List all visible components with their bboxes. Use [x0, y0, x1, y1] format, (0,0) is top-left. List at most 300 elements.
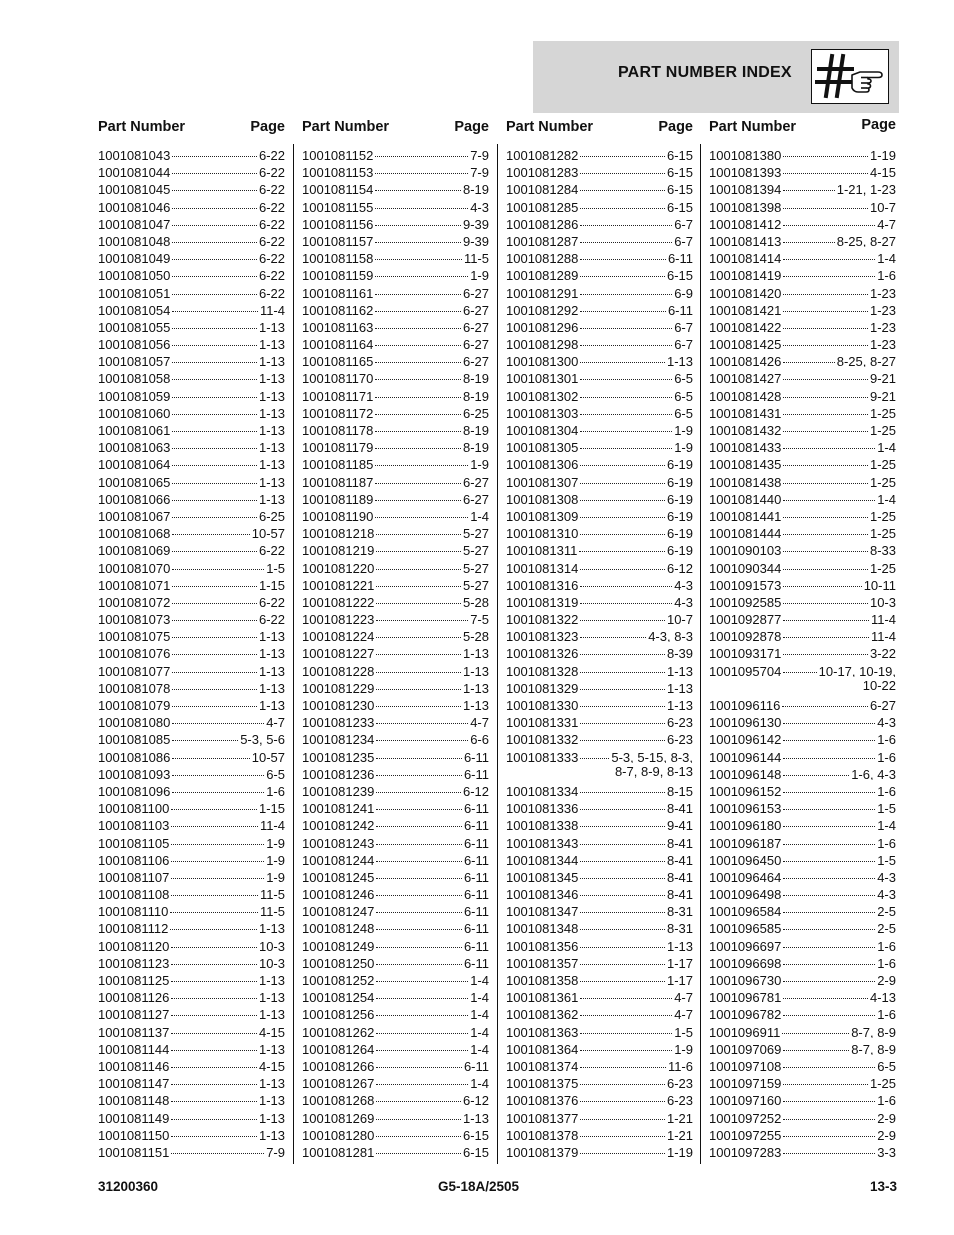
page-reference: 1-13: [258, 1093, 285, 1107]
page-reference: 1-13: [258, 474, 285, 488]
dot-leader: [580, 849, 665, 862]
part-number: 1001081322: [506, 612, 579, 626]
page-reference: 4-7: [266, 715, 285, 729]
dot-leader: [376, 728, 468, 741]
part-number: 1001092585: [709, 594, 782, 609]
part-number: 1001096180: [709, 818, 782, 832]
index-row: [709, 419, 896, 436]
part-number: 1001081072: [98, 594, 171, 609]
page-reference: 1-13: [258, 337, 285, 351]
page-reference: 6-19: [666, 474, 693, 488]
part-number: 1001081266: [302, 1058, 375, 1073]
part-number: 1001081230: [302, 698, 375, 712]
index-row: [302, 453, 489, 470]
page-reference: 1-23: [869, 319, 896, 334]
page-reference: 1-13: [258, 423, 285, 437]
part-number: 1001081358: [506, 973, 579, 987]
part-number: 1001081248: [302, 921, 375, 935]
page-reference: 9-39: [462, 233, 489, 248]
part-number: 1001081285: [506, 199, 579, 213]
part-number: 1001096464: [709, 869, 782, 884]
index-row: [302, 591, 489, 608]
page-reference: 4-7: [674, 990, 693, 1004]
dot-leader: [783, 1072, 868, 1085]
page-reference: 6-15: [666, 199, 693, 213]
page-reference: 4-7: [674, 1007, 693, 1021]
page-reference: 5-28: [462, 629, 489, 643]
page-reference: 1-6: [877, 732, 896, 746]
part-number: 1001081243: [302, 835, 375, 849]
part-number: 1001081329: [506, 680, 579, 694]
dot-leader: [580, 385, 672, 398]
part-number: 1001097160: [709, 1093, 782, 1107]
part-number: 1001081085: [98, 732, 171, 746]
dot-leader: [783, 1107, 875, 1120]
part-number: 1001081148: [98, 1093, 170, 1107]
index-row: [98, 763, 285, 780]
page-reference: 1-6: [877, 749, 896, 763]
index-row: [98, 557, 285, 574]
dot-leader: [580, 1089, 665, 1102]
part-number: 1001081241: [302, 801, 375, 815]
part-number: 1001081246: [302, 887, 375, 901]
part-number: 1001096187: [709, 835, 782, 849]
page-reference: 4-3: [674, 577, 693, 591]
dot-leader: [171, 1107, 257, 1120]
part-number: 1001081047: [98, 216, 171, 230]
dot-leader: [375, 367, 461, 380]
index-row: [98, 436, 285, 453]
part-number: 1001081306: [506, 457, 579, 471]
page-reference: 6-22: [258, 233, 285, 248]
index-row: [506, 471, 693, 488]
dot-leader: [580, 1107, 665, 1120]
part-number: 1001081412: [709, 216, 782, 230]
page-reference: 10-17, 10-19,: [818, 663, 896, 677]
part-number: 1001081153: [302, 165, 374, 179]
page-reference: 6-15: [666, 182, 693, 196]
page-reference: 5-27: [462, 560, 489, 574]
page-reference: 6-11: [463, 749, 489, 763]
index-row: [302, 814, 489, 831]
dot-leader: [172, 316, 257, 329]
index-row: [302, 333, 489, 350]
index-row: [506, 436, 693, 453]
index-column-4: [709, 117, 896, 1159]
dot-leader: [375, 178, 461, 191]
dot-leader: [375, 316, 461, 329]
index-row: [709, 952, 896, 969]
page-reference: 1-15: [258, 801, 285, 815]
part-number: 1001081046: [98, 199, 171, 213]
part-number: 1001081319: [506, 594, 579, 609]
part-number: 1001081346: [506, 887, 579, 901]
dot-leader: [172, 677, 257, 690]
page-reference: 11-4: [259, 818, 285, 832]
part-number: 1001081069: [98, 543, 171, 557]
part-number: 1001081428: [709, 388, 782, 402]
index-row: [506, 763, 693, 780]
part-number: 1001081144: [98, 1041, 170, 1055]
part-number: 1001081281: [302, 1144, 375, 1159]
dot-leader: [783, 952, 875, 965]
page-reference: 1-13: [258, 1076, 285, 1090]
index-row: [98, 505, 285, 522]
index-row: [302, 866, 489, 883]
dot-leader: [580, 247, 666, 260]
part-number: 1001081347: [506, 904, 579, 918]
dot-leader: [172, 763, 264, 776]
part-number: 1001096698: [709, 955, 782, 969]
part-number: 1001081071: [98, 577, 171, 591]
index-row: [506, 832, 693, 849]
part-number: 1001081414: [709, 251, 782, 265]
part-number: 1001081268: [302, 1093, 375, 1107]
dot-leader: [376, 780, 461, 793]
page-reference: 6-22: [258, 268, 285, 282]
part-number: 1001081096: [98, 783, 171, 798]
page-reference: 6-12: [462, 1093, 489, 1107]
dot-leader: [783, 574, 861, 587]
index-row: [506, 316, 693, 333]
page-reference: 1-6: [877, 1007, 896, 1021]
dot-leader: [580, 900, 665, 913]
dot-leader: [376, 797, 462, 810]
index-row: [98, 1021, 285, 1038]
page-reference: 6-7: [674, 337, 693, 351]
part-number: 1001081105: [98, 835, 170, 849]
dot-leader: [783, 763, 849, 776]
part-number: 1001081431: [709, 405, 782, 419]
index-row: [98, 333, 285, 350]
part-number: 1001081323: [506, 629, 579, 643]
part-number: 1001081330: [506, 698, 579, 712]
index-row: [506, 1107, 693, 1124]
index-row: [302, 144, 489, 161]
dot-leader: [783, 969, 875, 982]
index-row: [98, 367, 285, 384]
page-reference: 1-13: [462, 646, 489, 660]
page-reference: 6-11: [667, 302, 693, 316]
part-number: 1001081303: [506, 405, 579, 419]
part-number: 1001081073: [98, 612, 171, 626]
part-number: 1001081067: [98, 508, 171, 523]
part-number: 1001081438: [709, 474, 782, 488]
page-reference: 4-7: [877, 216, 896, 230]
index-row: [506, 402, 693, 419]
page-reference: 6-25: [258, 508, 285, 523]
page-reference: 1-13: [258, 1127, 285, 1141]
part-number: 1001081171: [302, 388, 374, 402]
dot-leader: [580, 333, 672, 346]
part-number: 1001081338: [506, 818, 579, 832]
part-number: 1001081413: [709, 233, 782, 248]
page-reference: 1-5: [877, 801, 896, 815]
index-row: [302, 350, 489, 367]
part-number: 1001096450: [709, 852, 782, 866]
page-reference: 10-11: [863, 577, 896, 591]
page-reference: 9-21: [869, 371, 896, 385]
part-number: 1001081234: [302, 732, 375, 746]
index-row: [506, 282, 693, 299]
dot-leader: [171, 1141, 264, 1154]
index-row: [709, 608, 896, 625]
part-number: 1001081120: [98, 938, 170, 952]
index-row: [506, 1124, 693, 1141]
index-row: [709, 282, 896, 299]
part-number: 1001081170: [302, 371, 374, 385]
dot-leader: [580, 144, 665, 157]
dot-leader: [172, 299, 258, 312]
page-reference: 1-13: [666, 354, 693, 368]
dot-leader: [376, 746, 462, 759]
index-row: [709, 505, 896, 522]
part-number: 1001081288: [506, 251, 579, 265]
part-number: 1001081440: [709, 491, 782, 505]
page-reference: 1-4: [470, 973, 489, 987]
index-row: [709, 728, 896, 745]
index-row: [302, 247, 489, 264]
page-header: Page: [658, 119, 693, 135]
index-row: [302, 763, 489, 780]
index-row: [709, 453, 896, 470]
dot-leader: [172, 436, 257, 449]
index-row: [709, 849, 896, 866]
dot-leader: [783, 642, 868, 655]
dot-leader: [171, 1021, 257, 1034]
index-row: [709, 832, 896, 849]
dot-leader: [783, 471, 868, 484]
page-reference: 6-15: [462, 1127, 489, 1141]
dot-leader: [783, 264, 875, 277]
page-reference: 9-39: [462, 216, 489, 230]
index-row: [302, 917, 489, 934]
dot-leader: [783, 814, 875, 827]
dot-leader: [579, 539, 665, 552]
dot-leader: [376, 952, 462, 965]
page-reference: 6-22: [258, 165, 285, 179]
page-reference: 6-22: [258, 594, 285, 609]
index-row: [98, 1141, 285, 1158]
index-row: [302, 471, 489, 488]
dot-leader: [580, 866, 665, 879]
part-number: 1001081190: [302, 508, 374, 523]
part-number: 1001081426: [709, 354, 782, 368]
part-number: 1001081262: [302, 1024, 375, 1038]
dot-leader: [783, 350, 834, 363]
dot-leader: [172, 419, 257, 432]
part-number: 1001092878: [709, 629, 782, 643]
dot-leader: [783, 728, 875, 741]
dot-leader: [783, 539, 868, 552]
dot-leader: [376, 694, 461, 707]
index-row: [506, 419, 693, 436]
index-row: [98, 196, 285, 213]
page-reference: 1-17: [666, 955, 693, 969]
part-number: 1001081334: [506, 783, 579, 798]
index-row: [506, 952, 693, 969]
index-row: [98, 419, 285, 436]
index-row: [98, 282, 285, 299]
column-header: [709, 119, 896, 143]
index-row: [709, 230, 896, 247]
part-number: 1001097159: [709, 1076, 782, 1090]
dot-leader: [172, 264, 257, 277]
index-row: [98, 832, 285, 849]
part-number: 1001081245: [302, 869, 375, 884]
part-number: 1001081185: [302, 457, 374, 471]
part-number: 1001081441: [709, 508, 782, 523]
index-row: [709, 385, 896, 402]
part-number: 1001081287: [506, 233, 579, 248]
index-row: [709, 660, 896, 677]
index-row: [506, 866, 693, 883]
dot-leader: [783, 625, 869, 638]
page-reference: 8-15: [666, 783, 693, 798]
index-row: [709, 986, 896, 1003]
page-reference: 1-13: [462, 680, 489, 694]
page-reference: 6-23: [666, 1076, 693, 1090]
dot-leader: [580, 488, 665, 501]
footer-model: G5-18A/2505: [438, 1179, 520, 1194]
page-reference: 4-3, 8-3: [648, 629, 693, 643]
index-row: [302, 264, 489, 281]
dot-leader: [376, 1003, 468, 1016]
page-reference: 6-23: [666, 732, 693, 746]
page-reference: 8-41: [666, 835, 693, 849]
index-row: [302, 1021, 489, 1038]
page-reference: 8-19: [462, 440, 489, 454]
page-reference: 1-13: [666, 698, 693, 712]
part-number: 1001081218: [302, 526, 375, 540]
page-reference: 6-5: [674, 371, 693, 385]
index-row: [302, 608, 489, 625]
index-row: [506, 385, 693, 402]
part-number: 1001081061: [98, 423, 171, 437]
index-row: [98, 471, 285, 488]
dot-leader: [375, 385, 461, 398]
dot-leader: [375, 264, 468, 277]
page-reference: 4-15: [258, 1024, 285, 1038]
part-number: 1001081422: [709, 319, 782, 334]
column-divider: [497, 144, 498, 1164]
page-reference: 1-4: [877, 251, 896, 265]
dot-leader: [783, 505, 868, 518]
page-reference: 11-4: [259, 302, 285, 316]
index-row: [302, 161, 489, 178]
part-number: 1001081077: [98, 663, 171, 677]
dot-leader: [783, 832, 875, 845]
part-number: 1001081126: [98, 990, 170, 1004]
dot-leader: [376, 1089, 461, 1102]
index-row: [302, 1072, 489, 1089]
dot-leader: [172, 196, 257, 209]
dot-leader: [783, 1089, 875, 1102]
page-reference: 1-4: [470, 508, 489, 523]
dot-leader: [580, 780, 665, 793]
page-reference: 6-27: [462, 354, 489, 368]
part-number: 1001096148: [709, 766, 782, 780]
part-number: 1001081123: [98, 955, 170, 969]
page-reference: 6-11: [463, 1058, 489, 1073]
index-row: [709, 299, 896, 316]
part-number: 1001095704: [709, 663, 782, 677]
page-reference: 1-6: [877, 268, 896, 282]
dot-leader: [580, 230, 672, 243]
index-row: [302, 367, 489, 384]
dot-leader: [783, 986, 868, 999]
part-number: 1001081093: [98, 766, 171, 780]
index-row: [302, 1038, 489, 1055]
part-number: 1001081227: [302, 646, 375, 660]
index-row: [709, 161, 896, 178]
page-reference: 1-13: [258, 663, 285, 677]
part-number: 1001081239: [302, 783, 375, 798]
index-row: [302, 213, 489, 230]
index-row: [98, 402, 285, 419]
dot-leader: [172, 505, 257, 518]
page-reference: 2-5: [877, 921, 896, 935]
part-number: 1001081308: [506, 491, 579, 505]
part-number: 1001097252: [709, 1110, 782, 1124]
dot-leader: [580, 453, 665, 466]
index-row: [506, 883, 693, 900]
index-row: [506, 917, 693, 934]
index-row: [302, 1055, 489, 1072]
part-number: 1001081049: [98, 251, 171, 265]
page-reference: 6-19: [666, 543, 693, 557]
index-row: [506, 608, 693, 625]
part-number: 1001081051: [98, 285, 171, 299]
dot-leader: [783, 935, 875, 948]
index-row: [98, 849, 285, 866]
page-reference: 6-27: [462, 337, 489, 351]
part-number: 1001081043: [98, 148, 171, 162]
page-reference: 8-19: [462, 182, 489, 196]
part-number: 1001081152: [302, 148, 374, 162]
index-row: [98, 642, 285, 659]
index-row: [506, 161, 693, 178]
part-number: 1001081421: [709, 302, 782, 316]
part-number: 1001081435: [709, 457, 782, 471]
index-row: [506, 660, 693, 677]
page-reference: 1-23: [869, 302, 896, 316]
dot-leader: [172, 642, 257, 655]
page-reference: 6-15: [462, 1144, 489, 1159]
part-number: 1001081154: [302, 182, 374, 196]
part-number: 1001081394: [709, 182, 782, 196]
dot-leader: [783, 367, 868, 380]
dot-leader: [580, 591, 672, 604]
index-row: [506, 178, 693, 195]
part-number: 1001081163: [302, 319, 374, 334]
page-reference: 6-27: [462, 474, 489, 488]
part-number: 1001081080: [98, 715, 171, 729]
index-row: [98, 1038, 285, 1055]
dot-leader: [172, 660, 257, 673]
dot-leader: [783, 316, 868, 329]
page-reference: 1-13: [258, 354, 285, 368]
index-row: [709, 797, 896, 814]
dot-leader: [171, 1003, 257, 1016]
index-row: [506, 367, 693, 384]
page-header: Page: [861, 117, 896, 133]
index-row: [302, 574, 489, 591]
page-reference: 4-3: [877, 869, 896, 884]
page-reference: 1-13: [462, 698, 489, 712]
part-number: 1001081305: [506, 440, 579, 454]
page-reference: 10-22: [862, 677, 896, 693]
